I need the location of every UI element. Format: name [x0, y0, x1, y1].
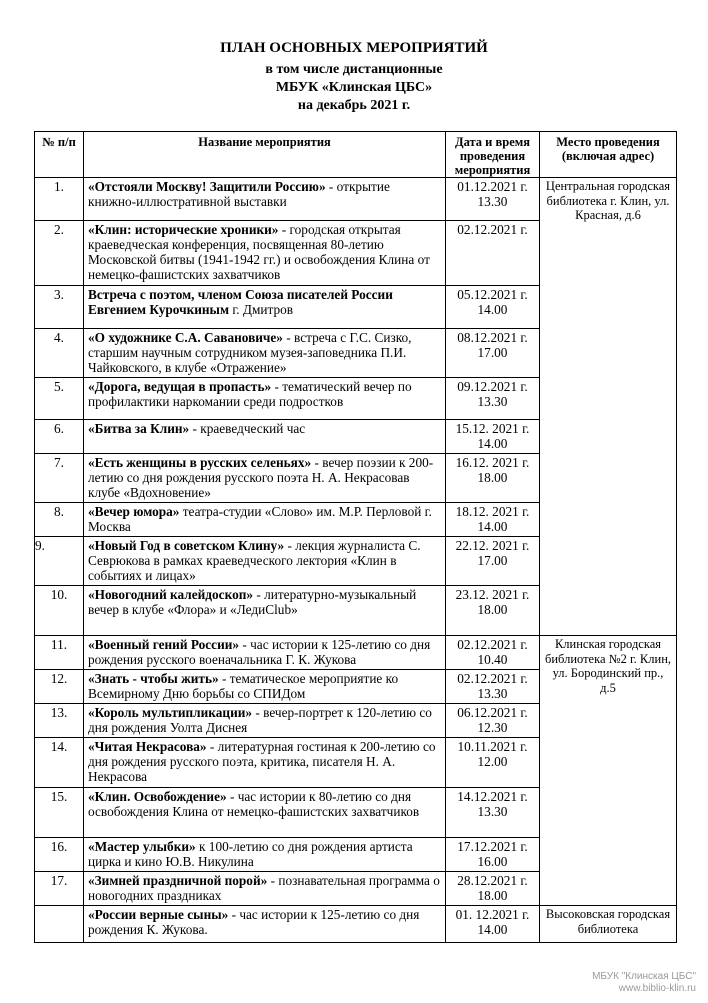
row-number: 6. [35, 420, 84, 454]
event-date-time [446, 872, 540, 906]
event-date-time [446, 788, 540, 838]
row-number: 17. [35, 872, 84, 906]
event-description: - литературная гостиная к 200-летию со дня рождения русского поэта, критика, писателя Н. А. Некрасова [88, 739, 436, 784]
event-name [84, 537, 446, 586]
row-number: 7. [35, 454, 84, 503]
event-title: «Король мультипликации» [88, 705, 253, 720]
event-name [84, 838, 446, 872]
event-time: 13.30 [477, 804, 508, 819]
event-time: 12.30 [477, 720, 508, 735]
watermark-org: МБУК "Клинская ЦБС" [592, 971, 696, 982]
event-title: «Мастер улыбки» [88, 839, 196, 854]
event-date-time [446, 670, 540, 704]
event-date: 28.12.2021 г. [457, 873, 528, 888]
period-label: на декабрь 2021 г. [297, 98, 411, 113]
event-time: 14.00 [477, 519, 508, 534]
event-description: - вечер-портрет к 120-летию со дня рождения Уолта Диснея [88, 705, 432, 735]
event-time: 10.40 [477, 652, 508, 667]
event-time: 13.30 [477, 194, 508, 209]
event-name [84, 221, 446, 286]
event-title: «О художнике С.А. Савановиче» [88, 330, 283, 345]
row-number: 11. [35, 636, 84, 670]
table-row [35, 636, 677, 670]
event-name [84, 378, 446, 420]
event-title: «Клин. Освобождение» [88, 789, 227, 804]
event-name [84, 872, 446, 906]
event-title: «Есть женщины в русских селеньях» [88, 455, 312, 470]
row-number: 4. [35, 329, 84, 378]
event-title: «Битва за Клин» [88, 421, 190, 436]
event-date: 10.11.2021 г. [457, 739, 528, 754]
event-date: 01.12.2021 г. [457, 179, 528, 194]
event-date: 14.12.2021 г. [457, 789, 528, 804]
watermark [592, 971, 696, 995]
event-name [84, 738, 446, 788]
table-row [35, 178, 677, 221]
events-table-body [35, 178, 677, 943]
event-name [84, 420, 446, 454]
event-time: 12.00 [477, 754, 508, 769]
event-date-time [446, 178, 540, 221]
event-date: 23.12. 2021 г. [455, 587, 530, 602]
event-title: «России верные сыны» [88, 907, 229, 922]
event-time: 14.00 [477, 436, 508, 451]
event-description: - час истории к 125-летию со дня рождения К. Жукова. [88, 907, 420, 937]
event-title: «Клин: исторические хроники» [88, 222, 279, 237]
row-number: 1. [35, 178, 84, 221]
event-time: 18.00 [477, 470, 508, 485]
event-name [84, 454, 446, 503]
event-date-time [446, 537, 540, 586]
event-time: 18.00 [477, 602, 508, 617]
event-description: - встреча с Г.С. Сизко, старшим научным сотрудником музея-заповедника П.И. Чайковского, в клубе «Отражение» [88, 330, 412, 375]
event-date-time [446, 454, 540, 503]
row-number: 15. [35, 788, 84, 838]
event-name [84, 906, 446, 943]
event-date: 17.12.2021 г. [457, 839, 528, 854]
event-name [84, 286, 446, 329]
event-description: - лекция журналиста С. Севрюкова в рамках краеведческого лектория «Клин в событиях и лицах» [88, 538, 421, 583]
event-title: «Читая Некрасова» [88, 739, 207, 754]
event-date: 06.12.2021 г. [457, 705, 528, 720]
event-date: 05.12.2021 г. [457, 287, 528, 302]
event-time: 17.00 [477, 553, 508, 568]
row-number: 9. [35, 537, 84, 586]
event-date: 18.12. 2021 г. [455, 504, 530, 519]
event-date: 15.12. 2021 г. [455, 421, 530, 436]
event-description: театра-студии «Слово» им. М.Р. Перловой г. Москва [88, 504, 432, 534]
event-title: «Вечер юмора» [88, 504, 180, 519]
event-date-time [446, 503, 540, 537]
event-venue: Высоковская городская библиотека [540, 906, 677, 943]
table-header-row [35, 132, 677, 178]
event-title: «Отстояли Москву! Защитили Россию» [88, 179, 326, 194]
event-description: - краеведческий час [189, 421, 306, 436]
row-number: 16. [35, 838, 84, 872]
event-date-time [446, 286, 540, 329]
event-time: 18.00 [477, 888, 508, 903]
event-description: - познавательная программа о новогодних праздниках [88, 873, 440, 903]
event-date: 08.12.2021 г. [457, 330, 528, 345]
event-time: 14.00 [477, 302, 508, 317]
event-date: 02.12.2021 г. [457, 222, 528, 237]
event-description: - тематическое мероприятие ко Всемирному Дню борьбы со СПИДом [88, 671, 399, 701]
event-description: - открытие книжно-иллюстративной выставки [88, 179, 390, 209]
event-description: - тематический вечер по профилактики наркомании среди подростков [88, 379, 412, 409]
row-number [35, 906, 84, 943]
event-description: г. Дмитров [229, 302, 294, 317]
event-time: 16.00 [477, 854, 508, 869]
event-name [84, 636, 446, 670]
event-time: 13.30 [477, 394, 508, 409]
event-name [84, 586, 446, 636]
event-date-time [446, 906, 540, 943]
event-title: Встреча с поэтом, членом Союза писателей России Евгением Курочкиным [88, 287, 393, 317]
row-number: 5. [35, 378, 84, 420]
event-date-time [446, 221, 540, 286]
event-name [84, 329, 446, 378]
column-header-place: Место проведения (включая адрес) [540, 132, 677, 178]
event-date-time [446, 329, 540, 378]
event-description: - городская открытая краеведческая конференция, посвященная 80-летию Московской битвы (1941-1942 гг.) и освобождения Клина от немецко-фашистских захватчиков [88, 222, 430, 282]
event-time: 13.30 [477, 686, 508, 701]
event-name [84, 704, 446, 738]
event-description: - литературно-музыкальный вечер в клубе «Флора» и «ЛедиClub» [88, 587, 417, 617]
watermark-url: www.biblio-klin.ru [618, 983, 696, 994]
organization-name: МБУК «Клинская ЦБС» [275, 80, 433, 95]
table-row [35, 906, 677, 943]
event-date: 22.12. 2021 г. [455, 538, 530, 553]
events-table [34, 131, 677, 943]
event-title: «Новогодний калейдоскоп» [88, 587, 254, 602]
event-title: «Знать - чтобы жить» [88, 671, 219, 686]
event-description: к 100-летию со дня рождения артиста цирка и кино Ю.В. Никулина [88, 839, 413, 869]
event-name [84, 503, 446, 537]
event-date: 02.12.2021 г. [457, 637, 528, 652]
event-time: 14.00 [477, 922, 508, 937]
event-date: 02.12.2021 г. [457, 671, 528, 686]
event-date-time [446, 738, 540, 788]
document-subtitle: в том числе дистанционные [265, 62, 443, 77]
event-title: «Дорога, ведущая в пропасть» [88, 379, 272, 394]
event-description: - час истории к 125-летию со дня рождения русского военачальника Г. К. Жукова [88, 637, 431, 667]
event-date-time [446, 704, 540, 738]
column-header-num: № п/п [35, 132, 84, 178]
column-header-date: Дата и время проведения мероприятия [446, 132, 540, 178]
event-venue: Центральная городская библиотека г. Клин, ул. Красная, д.6 [540, 178, 677, 636]
event-date: 16.12. 2021 г. [455, 455, 530, 470]
event-time: 17.00 [477, 345, 508, 360]
row-number: 2. [35, 221, 84, 286]
event-date-time [446, 378, 540, 420]
row-number: 12. [35, 670, 84, 704]
event-title: «Зимней праздничной порой» [88, 873, 268, 888]
event-name [84, 178, 446, 221]
event-date-time [446, 586, 540, 636]
event-title: «Новый Год в советском Клину» [88, 538, 285, 553]
document-title: ПЛАН ОСНОВНЫХ МЕРОПРИЯТИЙ [220, 40, 488, 56]
row-number: 3. [35, 286, 84, 329]
row-number: 10. [35, 586, 84, 636]
row-number: 14. [35, 738, 84, 788]
event-description: - вечер поэзии к 200-летию со дня рождения русского поэта Н. А. Некрасовав клубе «Вдохновение» [88, 455, 434, 500]
event-date-time [446, 636, 540, 670]
event-name [84, 788, 446, 838]
event-date: 09.12.2021 г. [457, 379, 528, 394]
event-title: «Военный гений России» [88, 637, 240, 652]
event-date-time [446, 420, 540, 454]
column-header-name: Название мероприятия [84, 132, 446, 178]
row-number: 8. [35, 503, 84, 537]
row-number: 13. [35, 704, 84, 738]
event-name [84, 670, 446, 704]
event-description: - час истории к 80-летию со дня освобождения Клина от немецко-фашистских захватчиков [88, 789, 420, 819]
event-venue: Клинская городская библиотека №2 г. Клин, ул. Бородинский пр., д.5 [540, 636, 677, 906]
event-date-time [446, 838, 540, 872]
event-date: 01. 12.2021 г. [455, 907, 530, 922]
